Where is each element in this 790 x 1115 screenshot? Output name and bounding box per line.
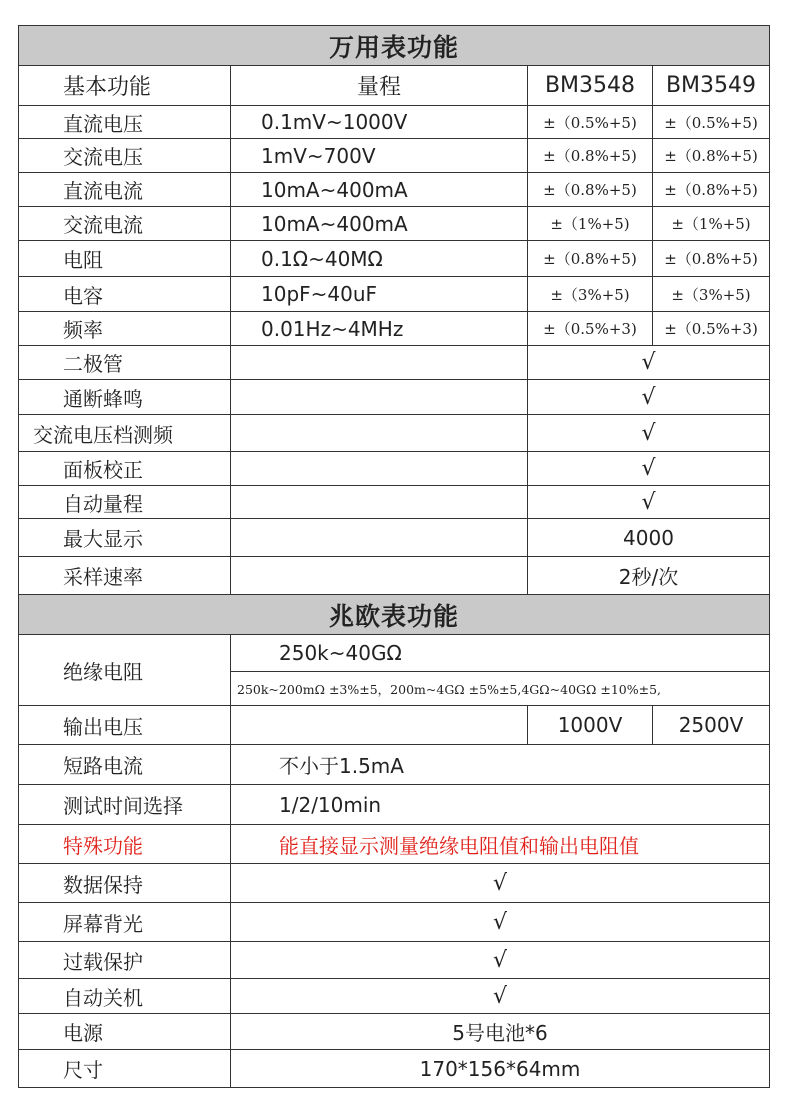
row-accuracy-1: ±（1%+5)	[528, 207, 653, 241]
row-name: 交流电压档测频	[19, 415, 231, 452]
row-name: 过载保护	[19, 942, 231, 979]
table-row	[19, 207, 770, 241]
insulation-range: 250k~40GΩ	[231, 635, 770, 672]
row-range: 0.1mV~1000V	[231, 106, 528, 139]
table-row	[19, 903, 770, 942]
row-name: 交流电压	[19, 139, 231, 173]
table-row	[19, 706, 770, 745]
table-row	[19, 312, 770, 346]
special-value: 能直接显示测量绝缘电阻值和输出电阻值	[231, 825, 770, 864]
row-empty	[231, 380, 528, 415]
output-voltage-2: 2500V	[653, 706, 770, 745]
row-accuracy-1: ±（0.8%+5)	[528, 173, 653, 207]
row-name: 二极管	[19, 346, 231, 380]
header-range: 量程	[231, 66, 528, 106]
table-row	[19, 635, 770, 672]
special-name: 特殊功能	[19, 825, 231, 864]
table-row	[19, 745, 770, 785]
table-row	[19, 1050, 770, 1088]
row-empty	[231, 519, 528, 557]
row-range: 0.1Ω~40MΩ	[231, 241, 528, 277]
row-value: 5号电池*6	[231, 1014, 770, 1050]
spec-table	[18, 25, 770, 1088]
header-model-1: BM3548	[528, 66, 653, 106]
row-name: 电容	[19, 277, 231, 312]
row-empty	[231, 557, 528, 595]
row-range: 1mV~700V	[231, 139, 528, 173]
row-range: 10mA~400mA	[231, 173, 528, 207]
row-value: 不小于1.5mA	[231, 745, 770, 785]
insulation-accuracy: 250k~200mΩ ±3%±5，200m~4GΩ ±5%±5,4GΩ~40GΩ ±10%±5,	[231, 672, 770, 706]
row-accuracy-2: ±（0.8%+5)	[653, 241, 770, 277]
row-accuracy-1: ±（0.8%+5)	[528, 139, 653, 173]
row-accuracy-2: ±（0.5%+3)	[653, 312, 770, 346]
megohm-title: 兆欧表功能	[19, 595, 770, 635]
row-name: 测试时间选择	[19, 785, 231, 825]
row-accuracy-2: ±（3%+5)	[653, 277, 770, 312]
row-name: 直流电压	[19, 106, 231, 139]
header-basic: 基本功能	[19, 66, 231, 106]
row-name: 频率	[19, 312, 231, 346]
row-accuracy-2: ±（1%+5)	[653, 207, 770, 241]
row-value: 2秒/次	[528, 557, 770, 595]
row-value: 1/2/10min	[231, 785, 770, 825]
multimeter-title: 万用表功能	[19, 26, 770, 66]
table-row	[19, 979, 770, 1014]
row-name: 最大显示	[19, 519, 231, 557]
check-icon: √	[231, 864, 770, 903]
row-empty	[231, 415, 528, 452]
table-row	[19, 942, 770, 979]
table-row	[19, 277, 770, 312]
row-accuracy-2: ±（0.8%+5)	[653, 139, 770, 173]
row-name: 自动量程	[19, 486, 231, 519]
table-row	[19, 825, 770, 864]
row-value: 170*156*64mm	[231, 1050, 770, 1088]
row-name: 交流电流	[19, 207, 231, 241]
row-accuracy-1: ±（0.5%+3)	[528, 312, 653, 346]
row-accuracy-1: ±（0.8%+5)	[528, 241, 653, 277]
spec-sheet	[18, 25, 769, 1088]
row-name: 绝缘电阻	[19, 635, 231, 706]
megohm-section-header	[19, 595, 770, 635]
row-accuracy-2: ±（0.8%+5)	[653, 173, 770, 207]
check-icon: √	[528, 486, 770, 519]
row-name: 直流电流	[19, 173, 231, 207]
row-empty	[231, 452, 528, 486]
row-accuracy-1: ±（0.5%+5)	[528, 106, 653, 139]
table-row	[19, 557, 770, 595]
check-icon: √	[231, 942, 770, 979]
table-header-row	[19, 66, 770, 106]
table-row	[19, 486, 770, 519]
multimeter-section-header	[19, 26, 770, 66]
table-row	[19, 346, 770, 380]
row-accuracy-2: ±（0.5%+5)	[653, 106, 770, 139]
table-row	[19, 785, 770, 825]
check-icon: √	[528, 452, 770, 486]
header-model-2: BM3549	[653, 66, 770, 106]
row-name: 屏幕背光	[19, 903, 231, 942]
check-icon: √	[231, 903, 770, 942]
row-name: 尺寸	[19, 1050, 231, 1088]
row-name: 采样速率	[19, 557, 231, 595]
row-range: 0.01Hz~4MHz	[231, 312, 528, 346]
check-icon: √	[528, 415, 770, 452]
row-value: 4000	[528, 519, 770, 557]
check-icon: √	[231, 979, 770, 1014]
row-name: 自动关机	[19, 979, 231, 1014]
row-name: 输出电压	[19, 706, 231, 745]
table-row	[19, 380, 770, 415]
table-row	[19, 241, 770, 277]
row-name: 电阻	[19, 241, 231, 277]
row-name: 通断蜂鸣	[19, 380, 231, 415]
table-row	[19, 173, 770, 207]
table-row	[19, 519, 770, 557]
check-icon: √	[528, 346, 770, 380]
table-row	[19, 452, 770, 486]
row-empty	[231, 346, 528, 380]
row-empty	[231, 706, 528, 745]
row-range: 10pF~40uF	[231, 277, 528, 312]
row-name: 电源	[19, 1014, 231, 1050]
output-voltage-1: 1000V	[528, 706, 653, 745]
row-range: 10mA~400mA	[231, 207, 528, 241]
table-row	[19, 864, 770, 903]
table-row	[19, 415, 770, 452]
table-row	[19, 1014, 770, 1050]
row-accuracy-1: ±（3%+5)	[528, 277, 653, 312]
check-icon: √	[528, 380, 770, 415]
row-name: 面板校正	[19, 452, 231, 486]
row-name: 短路电流	[19, 745, 231, 785]
table-row	[19, 106, 770, 139]
row-empty	[231, 486, 528, 519]
row-name: 数据保持	[19, 864, 231, 903]
table-row	[19, 139, 770, 173]
